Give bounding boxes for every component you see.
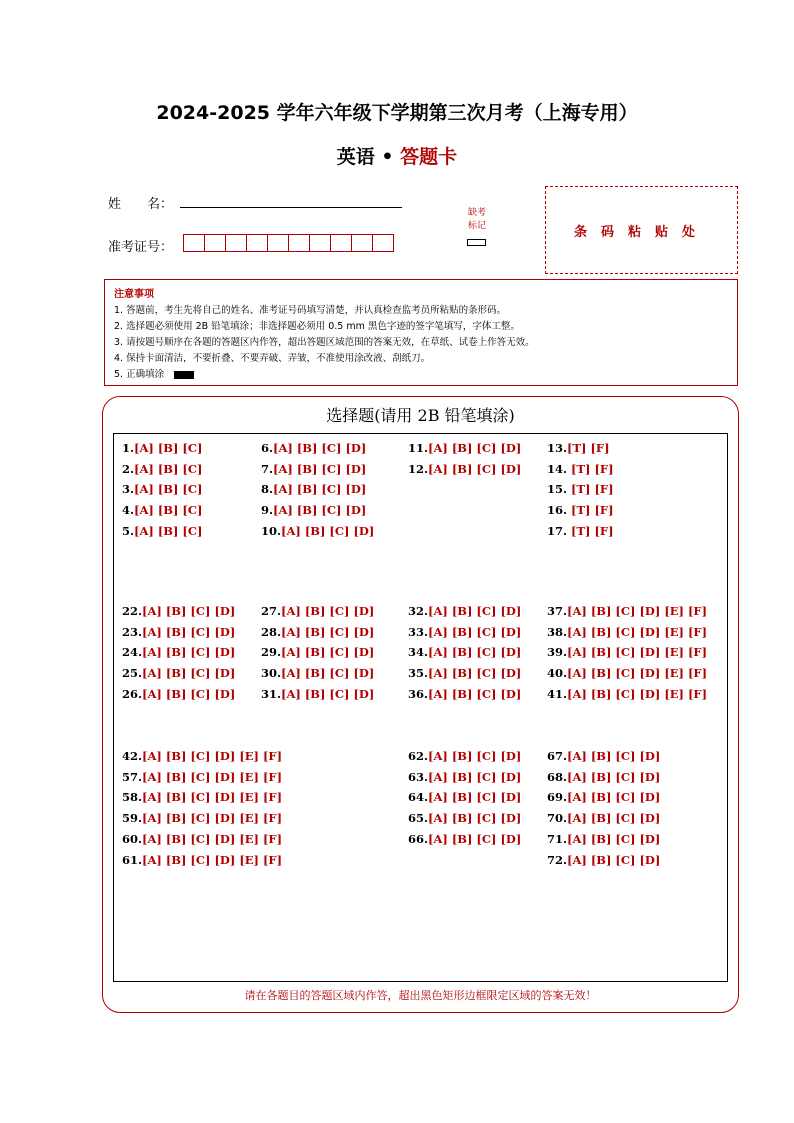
answer-options[interactable]: [A] [B] [C] [D] xyxy=(281,604,375,618)
question-item[interactable] xyxy=(122,462,202,476)
question-number: 60. xyxy=(122,831,143,846)
question-item[interactable] xyxy=(547,604,707,618)
question-number: 14. xyxy=(547,461,572,476)
question-item[interactable] xyxy=(547,625,707,639)
id-digit-box[interactable] xyxy=(372,234,394,252)
answer-options[interactable]: [A] [B] [C] [D] [E] [F] xyxy=(567,666,708,681)
answer-options[interactable]: [A] [B] [C] [D] xyxy=(428,749,522,763)
answer-options[interactable]: [T] [F] xyxy=(571,482,614,497)
answer-options[interactable]: [A] [B] [C] [D] xyxy=(428,831,522,846)
name-label: 姓 名： xyxy=(108,197,174,212)
question-number: 23. xyxy=(122,624,143,639)
question-item[interactable] xyxy=(547,645,707,659)
answer-options[interactable]: [A] [B] [C] [D] xyxy=(281,686,375,701)
id-digit-box[interactable] xyxy=(246,234,268,252)
answer-area xyxy=(113,433,728,982)
question-item[interactable] xyxy=(408,687,521,701)
question-item[interactable] xyxy=(261,604,374,618)
question-number: 6. xyxy=(261,441,274,455)
question-number: 33. xyxy=(408,624,429,639)
answer-options[interactable]: [A] [B] [C] [D] xyxy=(142,666,236,681)
notice-item: 1. 答题前，考生先将自己的姓名、准考证号码填写清楚，并认真检查监考员所粘贴的条形码。 xyxy=(114,305,507,316)
question-item[interactable] xyxy=(122,625,235,639)
question-number: 5. xyxy=(122,523,135,538)
id-digit-box[interactable] xyxy=(351,234,373,252)
question-item[interactable] xyxy=(547,853,660,867)
answer-options[interactable]: [A] [B] [C] [D] [E] [F] xyxy=(142,811,283,826)
question-number: 39. xyxy=(547,645,568,660)
question-item[interactable] xyxy=(122,811,282,825)
id-digit-box[interactable] xyxy=(309,234,331,252)
answer-options[interactable]: [A] [B] [C] [D] xyxy=(428,790,522,805)
answer-options[interactable]: [A] [B] [C] xyxy=(134,482,203,497)
absent-mark-box[interactable] xyxy=(467,239,486,246)
answer-options[interactable]: [A] [B] [C] [D] [E] [F] xyxy=(142,831,283,846)
answer-options[interactable]: [A] [B] [C] [D] [E] [F] xyxy=(142,852,283,867)
question-number: 9. xyxy=(261,503,274,518)
answer-options[interactable]: [A] [B] [C] [D] [E] [F] xyxy=(567,645,708,660)
answer-options[interactable]: [A] [B] [C] [D] xyxy=(428,811,522,826)
section-title: 选择题(请用 2B 铅笔填涂) xyxy=(326,406,515,425)
question-item[interactable] xyxy=(261,687,374,701)
question-item[interactable] xyxy=(547,832,660,846)
question-item[interactable] xyxy=(547,666,707,680)
answer-options[interactable]: [A] [B] [C] [D] xyxy=(142,686,236,701)
question-number: 57. xyxy=(122,769,143,784)
answer-options[interactable]: [A] [B] [C] xyxy=(134,523,203,538)
question-item[interactable] xyxy=(408,645,521,659)
question-number: 65. xyxy=(408,811,429,826)
question-number: 4. xyxy=(122,503,135,518)
answer-options[interactable]: [T] [F] xyxy=(567,441,610,455)
id-digit-box[interactable] xyxy=(183,234,205,252)
question-item[interactable] xyxy=(122,666,235,680)
question-number: 13. xyxy=(547,441,568,455)
question-item[interactable] xyxy=(547,524,614,538)
question-item[interactable] xyxy=(408,462,521,476)
answer-options[interactable]: [A] [B] [C] [D] xyxy=(281,645,375,660)
answer-options[interactable]: [T] [F] xyxy=(571,461,614,476)
answer-options[interactable]: [A] [B] [C] [D] xyxy=(428,645,522,660)
answer-options[interactable]: [A] [B] [C] xyxy=(134,461,203,476)
answer-options[interactable]: [A] [B] [C] [D] xyxy=(567,790,661,805)
question-item[interactable] xyxy=(261,625,374,639)
question-item[interactable] xyxy=(122,770,282,784)
question-number: 34. xyxy=(408,645,429,660)
absent-mark-label: 缺考 标记 xyxy=(467,208,486,231)
question-number: 11. xyxy=(408,441,429,455)
question-number: 58. xyxy=(122,790,143,805)
notice-item: 3. 请按题号顺序在各题的答题区内作答，超出答题区域范围的答案无效，在草纸、试卷上作答无效。 xyxy=(114,337,535,348)
notice-item: 2. 选择题必须使用 2B 铅笔填涂；非选择题必须用 0.5 mm 黑色字迹的签字笔填写，字体工整。 xyxy=(114,321,520,332)
question-item[interactable] xyxy=(122,645,235,659)
answer-options[interactable]: [A] [B] [C] [D] xyxy=(567,831,661,846)
answer-options[interactable]: [T] [F] xyxy=(571,523,614,538)
card-label: 答题卡 xyxy=(400,146,458,168)
question-item[interactable] xyxy=(547,811,660,825)
answer-options[interactable]: [A] [B] [C] [D] [E] [F] xyxy=(567,604,708,618)
question-item[interactable] xyxy=(261,503,366,517)
question-item[interactable] xyxy=(408,625,521,639)
question-number: 36. xyxy=(408,686,429,701)
question-item[interactable] xyxy=(122,524,202,538)
answer-options[interactable]: [A] [B] [C] [D] xyxy=(428,686,522,701)
question-number: 2. xyxy=(122,461,135,476)
subject-label: 英语 • xyxy=(336,146,401,168)
question-number: 63. xyxy=(408,769,429,784)
question-item[interactable] xyxy=(408,604,521,618)
question-number: 24. xyxy=(122,645,143,660)
answer-options[interactable]: [A] [B] [C] [D] xyxy=(428,461,522,476)
question-item[interactable] xyxy=(547,462,614,476)
question-number: 42. xyxy=(122,749,143,763)
question-item[interactable] xyxy=(261,666,374,680)
answer-options[interactable]: [A] [B] [C] [D] xyxy=(281,523,375,538)
question-number: 25. xyxy=(122,666,143,681)
question-item[interactable] xyxy=(408,811,521,825)
question-item[interactable] xyxy=(122,503,202,517)
answer-options[interactable]: [A] [B] [C] [D] xyxy=(567,852,661,867)
answer-options[interactable]: [A] [B] [C] [D] xyxy=(567,811,661,826)
id-label: 准考证号： xyxy=(108,240,174,255)
answer-options[interactable]: [A] [B] [C] [D] xyxy=(273,482,367,497)
question-item[interactable] xyxy=(261,524,374,538)
question-number: 69. xyxy=(547,790,568,805)
question-number: 17. xyxy=(547,523,572,538)
question-number: 64. xyxy=(408,790,429,805)
question-number: 27. xyxy=(261,604,282,618)
question-item[interactable] xyxy=(122,749,282,763)
question-number: 66. xyxy=(408,831,429,846)
answer-options[interactable]: [A] [B] [C] [D] xyxy=(428,441,522,455)
id-digit-box[interactable] xyxy=(225,234,247,252)
question-item[interactable] xyxy=(261,645,374,659)
question-number: 61. xyxy=(122,852,143,867)
card-subtitle xyxy=(0,142,794,169)
question-number: 71. xyxy=(547,831,568,846)
answer-options[interactable]: [A] [B] [C] [D] xyxy=(428,666,522,681)
question-item[interactable] xyxy=(547,770,660,784)
question-number: 26. xyxy=(122,686,143,701)
question-item[interactable] xyxy=(122,853,282,867)
question-item[interactable] xyxy=(408,749,521,763)
question-number: 22. xyxy=(122,604,143,618)
question-number: 16. xyxy=(547,503,572,518)
footer-note: 请在各题目的答题区域内作答，超出黑色矩形边框限定区域的答案无效！ xyxy=(244,989,597,1002)
answer-options[interactable]: [A] [B] [C] [D] xyxy=(428,624,522,639)
question-number: 62. xyxy=(408,749,429,763)
answer-options[interactable]: [A] [B] [C] [D] xyxy=(281,666,375,681)
question-item[interactable] xyxy=(547,749,660,763)
question-item[interactable] xyxy=(122,832,282,846)
id-digit-box[interactable] xyxy=(267,234,289,252)
answer-options[interactable]: [T] [F] xyxy=(571,503,614,518)
question-number: 70. xyxy=(547,811,568,826)
question-number: 30. xyxy=(261,666,282,681)
notice-item: 4. 保持卡面清洁，不要折叠、不要弄破、弄皱，不准使用涂改液、刮纸刀。 xyxy=(114,353,431,364)
question-number: 38. xyxy=(547,624,568,639)
answer-options[interactable]: [A] [B] [C] [D] xyxy=(281,624,375,639)
id-digit-box[interactable] xyxy=(204,234,226,252)
notice-item-fill xyxy=(114,367,728,383)
fill-sample-mark xyxy=(174,371,194,379)
question-number: 3. xyxy=(122,482,135,497)
question-number: 68. xyxy=(547,769,568,784)
question-item[interactable] xyxy=(261,462,366,476)
question-number: 7. xyxy=(261,461,274,476)
question-item[interactable] xyxy=(122,687,235,701)
answer-options[interactable]: [A] [B] [C] [D] xyxy=(142,645,236,660)
question-item[interactable] xyxy=(547,503,614,517)
answer-options[interactable]: [A] [B] [C] [D] xyxy=(142,624,236,639)
question-number: 72. xyxy=(547,852,568,867)
question-number: 1. xyxy=(122,441,135,455)
question-number: 28. xyxy=(261,624,282,639)
question-number: 10. xyxy=(261,523,282,538)
question-item[interactable] xyxy=(408,666,521,680)
id-digit-box[interactable] xyxy=(288,234,310,252)
answer-options[interactable]: [A] [B] [C] [D] xyxy=(142,604,236,618)
question-number: 15. xyxy=(547,482,572,497)
question-number: 12. xyxy=(408,461,429,476)
answer-options[interactable]: [A] [B] [C] [D] [E] [F] xyxy=(567,624,708,639)
id-number-field[interactable] xyxy=(183,234,393,252)
id-digit-box[interactable] xyxy=(330,234,352,252)
question-number: 59. xyxy=(122,811,143,826)
answer-options[interactable]: [A] [B] [C] xyxy=(134,503,203,518)
answer-options[interactable]: [A] [B] [C] [D] xyxy=(428,604,522,618)
question-number: 37. xyxy=(547,604,568,618)
question-number: 41. xyxy=(547,686,568,701)
name-field[interactable] xyxy=(180,207,402,208)
question-item[interactable] xyxy=(122,482,202,496)
question-number: 40. xyxy=(547,666,568,681)
answer-options[interactable]: [A] [B] [C] [D] xyxy=(273,461,367,476)
question-number: 32. xyxy=(408,604,429,618)
answer-options[interactable]: [A] [B] [C] [D] [E] [F] xyxy=(142,790,283,805)
question-item[interactable] xyxy=(122,790,282,804)
answer-options[interactable]: [A] [B] [C] [D] [E] [F] xyxy=(142,749,283,763)
question-number: 8. xyxy=(261,482,274,497)
question-item[interactable] xyxy=(408,441,521,455)
answer-options[interactable]: [A] [B] [C] [D] xyxy=(273,441,367,455)
question-item[interactable] xyxy=(408,790,521,804)
question-number: 67. xyxy=(547,749,568,763)
notice-box xyxy=(104,279,738,386)
question-item[interactable] xyxy=(547,790,660,804)
answer-options[interactable]: [A] [B] [C] [D] xyxy=(428,769,522,784)
question-item[interactable] xyxy=(408,832,521,846)
notice-heading: 注意事项 xyxy=(114,289,154,300)
answer-options[interactable]: [A] [B] [C] xyxy=(134,441,203,455)
question-number: 29. xyxy=(261,645,282,660)
question-item[interactable] xyxy=(122,604,235,618)
answer-options[interactable]: [A] [B] [C] [D] [E] [F] xyxy=(567,686,708,701)
question-item[interactable] xyxy=(547,441,610,455)
question-item[interactable] xyxy=(261,482,366,496)
question-item[interactable] xyxy=(261,441,366,455)
page-title: 2024-2025 学年六年级下学期第三次月考（上海专用） xyxy=(156,102,638,124)
notice-item: 5. 正确填涂 xyxy=(114,369,165,380)
answer-options[interactable]: [A] [B] [C] [D] xyxy=(273,503,367,518)
question-item[interactable] xyxy=(408,770,521,784)
answer-options[interactable]: [A] [B] [C] [D] xyxy=(567,749,661,763)
question-number: 31. xyxy=(261,686,282,701)
question-item[interactable] xyxy=(122,441,202,455)
question-item[interactable] xyxy=(547,482,614,496)
answer-options[interactable]: [A] [B] [C] [D] xyxy=(567,769,661,784)
barcode-area: 条码粘贴处 xyxy=(545,186,738,274)
question-number: 35. xyxy=(408,666,429,681)
answer-options[interactable]: [A] [B] [C] [D] [E] [F] xyxy=(142,769,283,784)
question-item[interactable] xyxy=(547,687,707,701)
